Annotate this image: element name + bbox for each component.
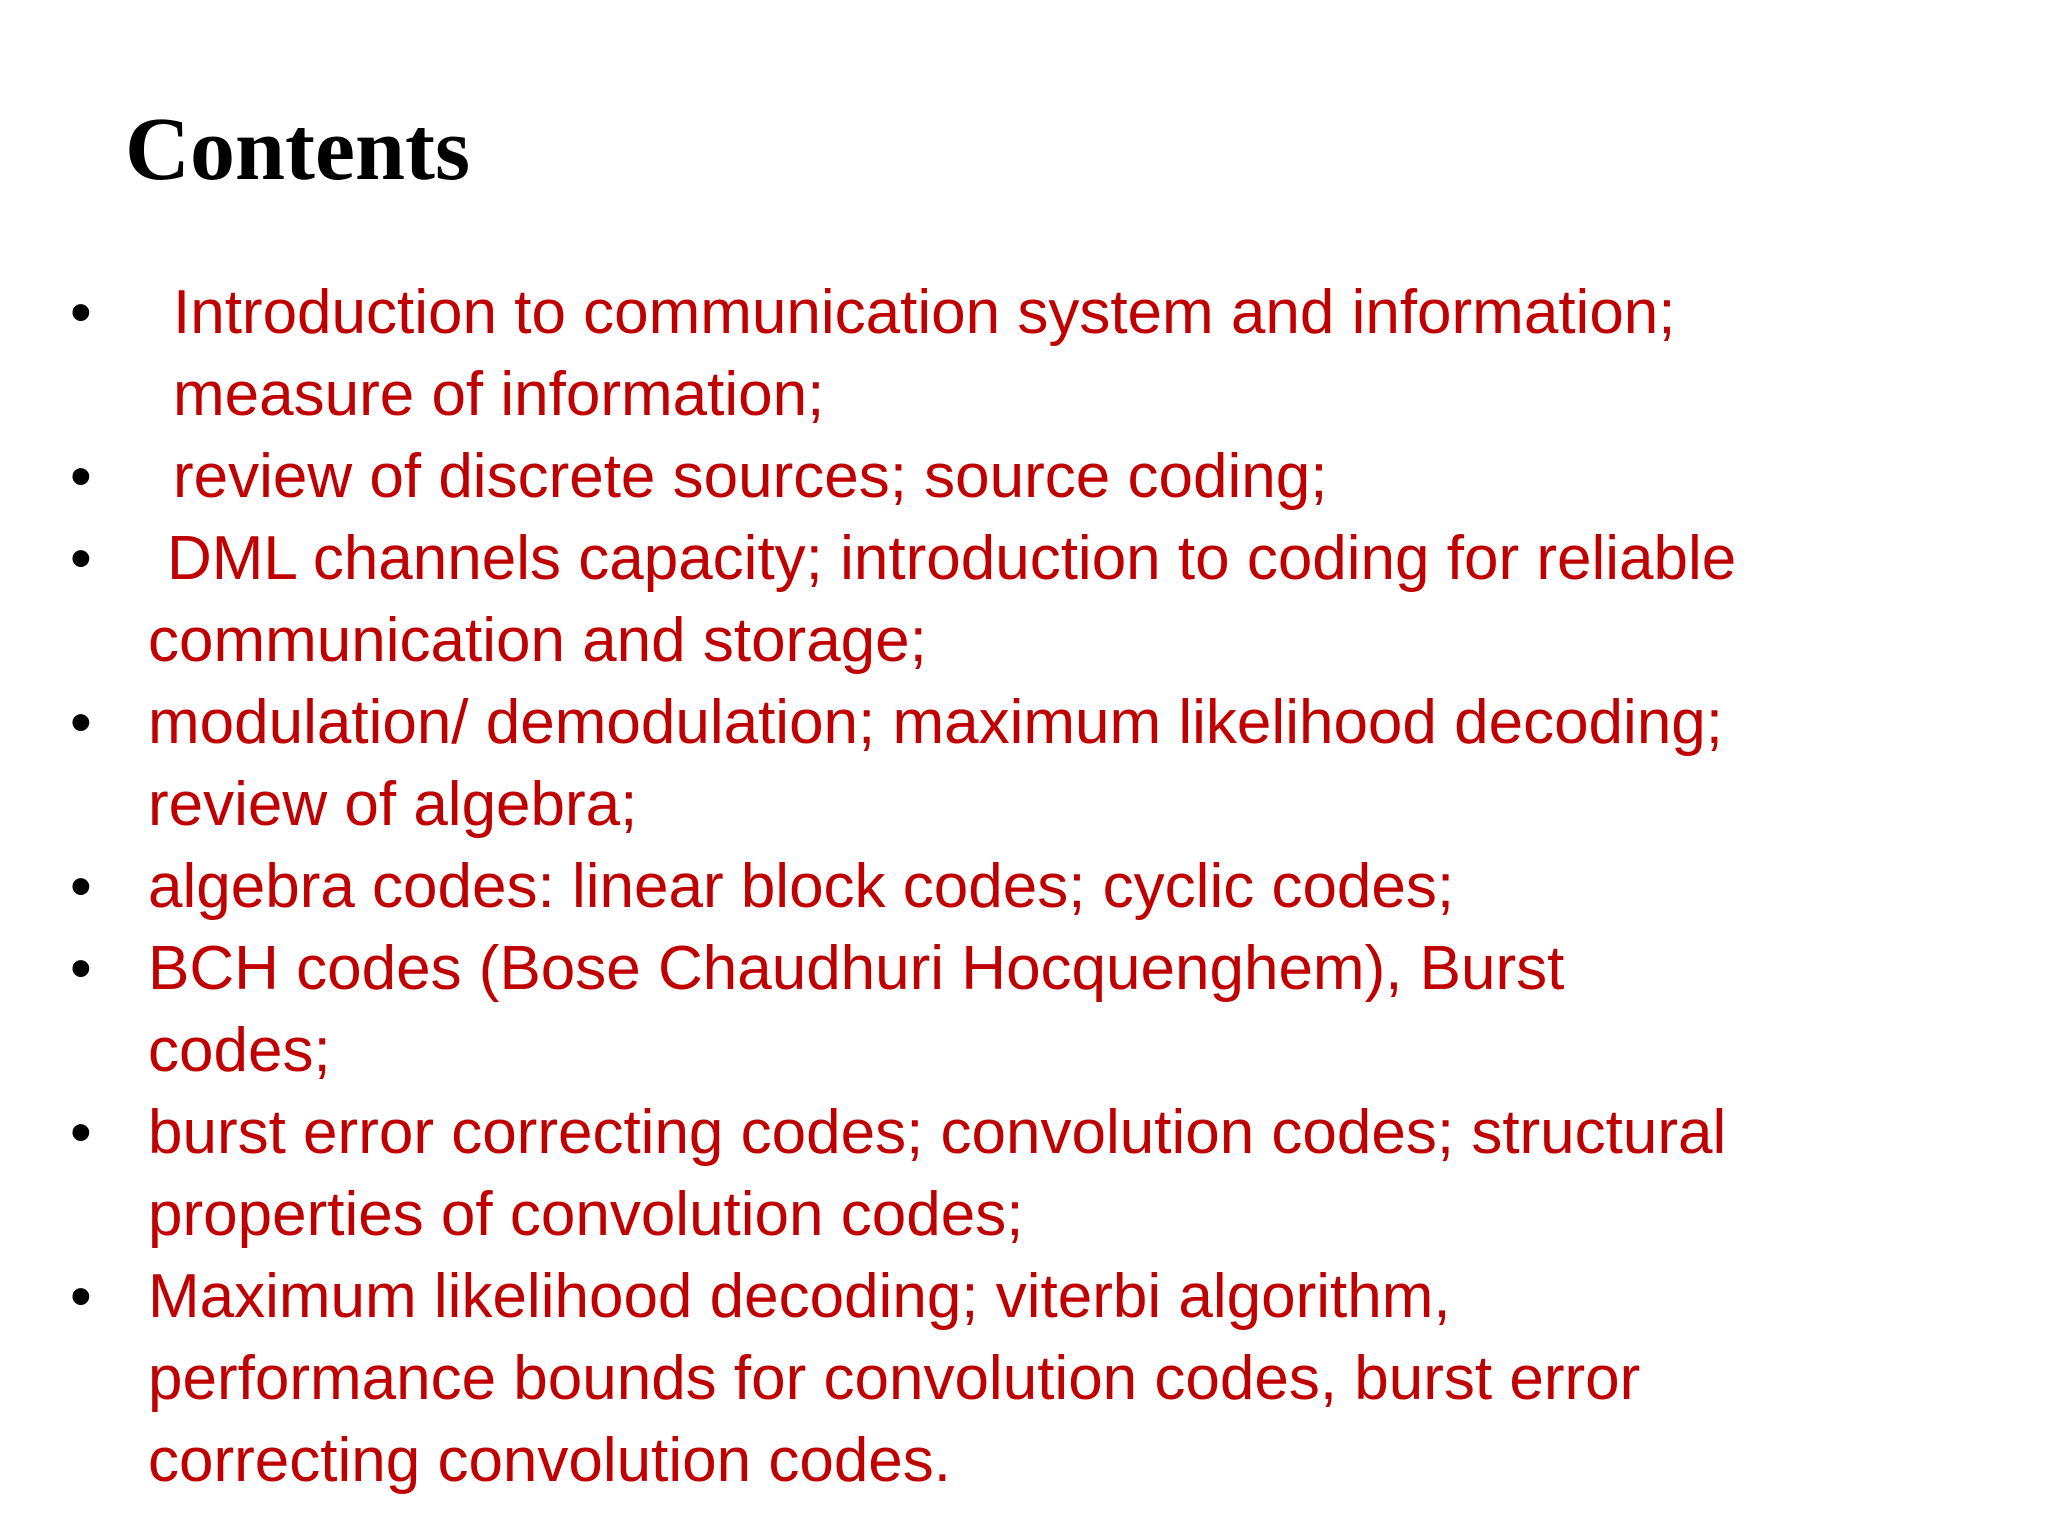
list-item — [0, 436, 1736, 518]
bullet-icon: • — [70, 1262, 92, 1331]
contents-list — [0, 272, 1736, 1502]
list-item-line: DML channels capacity; introduction to coding for reliable — [167, 524, 1737, 593]
list-item — [0, 846, 1736, 928]
slide-title: Contents — [125, 100, 471, 199]
list-item-line: algebra codes: linear block codes; cyclic codes; — [148, 852, 1455, 921]
list-item-line: correcting convolution codes. — [148, 1426, 952, 1495]
list-item — [0, 272, 1736, 436]
bullet-icon: • — [70, 278, 92, 347]
list-item-line: Introduction to communication system and information; — [173, 278, 1676, 347]
list-item — [0, 928, 1736, 1092]
bullet-icon: • — [70, 852, 92, 921]
list-item-line: measure of information; — [173, 360, 825, 429]
bullet-icon: • — [70, 442, 92, 511]
list-item-line: modulation/ demodulation; maximum likelihood decoding; — [148, 688, 1724, 757]
bullet-icon: • — [70, 688, 92, 757]
list-item-line: Maximum likelihood decoding; viterbi algorithm, — [148, 1262, 1451, 1331]
list-item — [0, 518, 1736, 682]
bullet-icon: • — [70, 934, 92, 1003]
list-item-line: review of discrete sources; source coding; — [173, 442, 1328, 511]
list-item-line: BCH codes (Bose Chaudhuri Hocquenghem), Burst — [148, 934, 1565, 1003]
bullet-icon: • — [70, 1098, 92, 1167]
list-item — [0, 1256, 1736, 1502]
list-item-line: properties of convolution codes; — [148, 1180, 1024, 1249]
list-item-line: communication and storage; — [148, 606, 927, 675]
list-item — [0, 682, 1736, 846]
list-item-line: performance bounds for convolution codes, burst error — [148, 1344, 1641, 1413]
list-item — [0, 1092, 1736, 1256]
list-item-line: burst error correcting codes; convolution codes; structural — [148, 1098, 1727, 1167]
bullet-icon: • — [70, 524, 92, 593]
list-item-line: review of algebra; — [148, 770, 638, 839]
list-item-line: codes; — [148, 1016, 331, 1085]
